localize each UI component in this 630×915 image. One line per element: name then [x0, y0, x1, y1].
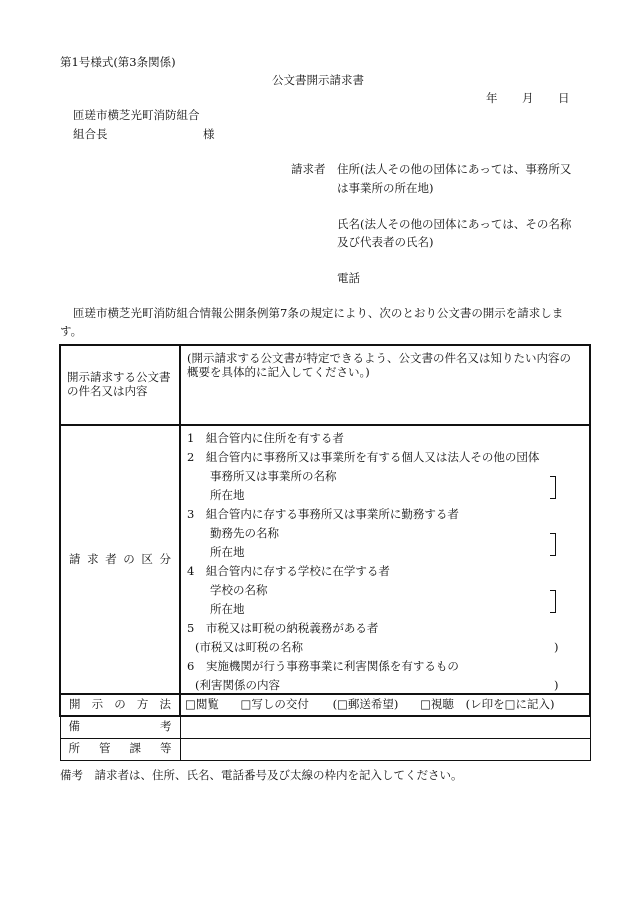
category-3: 3 組合管内に存する事務所又は事業所に勤務する者 — [187, 507, 459, 521]
name-label-cont: 及び代表者の氏名) — [337, 235, 434, 249]
category-3-location: 所在地 — [210, 545, 245, 559]
subject-note: (開示請求する公文書が特定できるよう、公文書の件名又は知りたい内容の — [187, 351, 571, 365]
section-label-cell — [60, 738, 180, 760]
form-number: 第1号様式(第3条関係) — [60, 55, 176, 69]
method-note: (レ印を□に記入) — [465, 697, 555, 712]
footer-note: 備考 請求者は、住所、氏名、電話番号及び太線の枠内を記入してください。 — [60, 768, 463, 782]
category-6-interest: (利害関係の内容 — [195, 678, 280, 692]
category-2-location: 所在地 — [210, 488, 245, 502]
method-label: 開 示 の 方 法 — [69, 697, 171, 712]
category-4: 4 組合管内に存する学校に在学する者 — [187, 564, 390, 578]
method-options-cell — [180, 694, 590, 716]
subject-label: 開示請求する公文書 — [67, 370, 171, 385]
category-2-office-name: 事務所又は事業所の名称 — [210, 469, 337, 483]
method-view-checkbox[interactable]: □閲覧 — [185, 697, 219, 712]
category-1: 1 組合管内に住所を有する者 — [187, 431, 344, 445]
category-6-close-paren: ) — [554, 678, 559, 692]
category-2-bracket — [550, 476, 556, 499]
section-input[interactable] — [180, 738, 590, 760]
intro-text: 匝瑳市横芝光町消防組合情報公開条例第7条の規定により、次のとおり公文書の開示を請求しま — [73, 306, 564, 320]
subject-note-cont: 概要を具体的に記入してください。) — [187, 364, 370, 379]
category-6: 6 実施機関が行う事務事業に利害関係を有するもの — [187, 659, 459, 673]
method-mail-checkbox[interactable]: (□郵送希望) — [332, 697, 399, 712]
category-3-workplace-name: 勤務先の名称 — [210, 526, 279, 540]
remarks-label-cell — [60, 716, 180, 738]
method-copy-checkbox[interactable]: □写しの交付 — [240, 697, 309, 712]
category-4-location: 所在地 — [210, 602, 245, 616]
category-3-bracket — [550, 533, 556, 556]
category-5-tax-name: (市税又は町税の名称 — [195, 640, 303, 654]
category-options-cell[interactable] — [180, 425, 590, 694]
request-form-table — [59, 344, 591, 761]
subject-label-cell — [60, 345, 180, 425]
remarks-label: 備 考 — [68, 719, 172, 734]
section-label: 所 管 課 等 — [68, 741, 172, 756]
method-listen-checkbox[interactable]: □視聴 — [420, 697, 454, 712]
category-5: 5 市税又は町税の納税義務がある者 — [187, 621, 379, 635]
requester-label: 請求者 — [291, 162, 326, 176]
date-year-label: 年 — [486, 91, 498, 105]
method-row — [60, 694, 590, 716]
name-label: 氏名(法人その他の団体にあっては、その名称 — [337, 217, 572, 231]
page-title: 公文書開示請求書 — [272, 73, 364, 87]
remarks-input[interactable] — [180, 716, 590, 738]
category-4-bracket — [550, 590, 556, 613]
addressee-recipient: 組合長 — [73, 127, 108, 141]
address-label-cont: は事業所の所在地) — [337, 181, 434, 195]
addressee-organization: 匝瑳市横芝光町消防組合 — [73, 108, 200, 122]
date-month-label: 月 — [522, 91, 534, 105]
category-row — [60, 425, 590, 694]
method-label-cell — [60, 694, 180, 716]
date-day-label: 日 — [558, 91, 570, 105]
category-label-cell — [60, 425, 180, 694]
address-label: 住所(法人その他の団体にあっては、事務所又 — [337, 162, 572, 176]
category-4-school-name: 学校の名称 — [210, 583, 268, 597]
category-label: 請 求 者 の 区 分 — [69, 551, 171, 566]
section-row — [60, 738, 590, 760]
phone-label: 電話 — [337, 271, 360, 285]
subject-row — [60, 345, 590, 425]
intro-text-cont: す。 — [60, 324, 83, 338]
category-2: 2 組合管内に事務所又は事業所を有する個人又は法人その他の団体 — [187, 450, 540, 464]
addressee-honorific: 様 — [203, 127, 215, 141]
subject-input-area[interactable] — [180, 345, 590, 425]
category-5-close-paren: ) — [554, 640, 559, 654]
remarks-row — [60, 716, 590, 738]
subject-label-cont: の件名又は内容 — [67, 384, 148, 398]
